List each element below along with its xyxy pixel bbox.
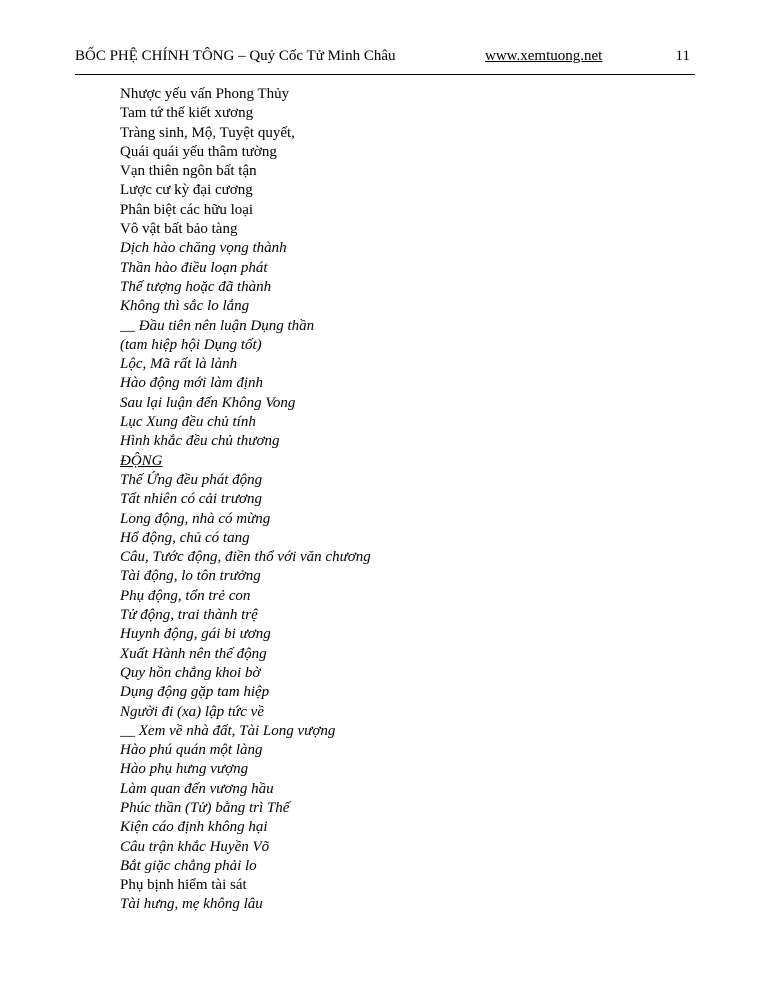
verse-line: Lược cư kỳ đại cương (120, 182, 253, 199)
verse-line: Hào động mới làm định (120, 375, 264, 392)
verse-line: Huynh động, gái bi ương (120, 626, 271, 643)
verse-line: __ Đầu tiên nên luận Dụng thần (120, 317, 315, 334)
document-title: BỐC PHỆ CHÍNH TÔNG – Quỷ Cốc Tử Minh Châu (75, 48, 396, 64)
verse-line: Thế Ứng đều phát động (120, 471, 263, 488)
verse-line: Thế tượng hoặc đã thành (120, 278, 272, 295)
verse-line: Xuất Hành nên thế động (120, 645, 267, 662)
verse-line: Tài hưng, mẹ không lâu (120, 896, 263, 913)
verse-line: Câu, Tước động, điền thổ với văn chương (120, 549, 371, 566)
verse-line: Phụ bịnh hiểm tài sát (120, 877, 247, 894)
verse-line: Bắt giặc chẳng phải lo (120, 857, 257, 874)
verse-line: Phúc thần (Tử) bằng trì Thế (120, 799, 290, 816)
verse-line: Tử động, trai thành trệ (120, 607, 258, 624)
verse-line: Không thì sắc lo lắng (120, 298, 250, 315)
verse-line: __ Xem về nhà đất, Tài Long vượng (120, 722, 336, 739)
verse-line: Phân biệt các hữu loại (120, 201, 254, 218)
header-divider (75, 74, 695, 75)
verse-line: Tài động, lo tôn trưởng (120, 568, 261, 585)
verse-line: Long động, nhà có mừng (120, 510, 271, 527)
verse-line: Dịch hào chăng vọng thành (120, 240, 287, 257)
website-link[interactable]: www.xemtuong.net (485, 48, 603, 64)
verse-line: (tam hiệp hội Dụng tốt) (120, 336, 262, 353)
verse-line: Vạn thiên ngôn bất tận (120, 163, 257, 180)
verse-line: Kiện cáo định không hại (120, 819, 268, 836)
verse-line: Tam tứ thế kiết xương (120, 105, 254, 122)
verse-line: Thần hào điều loạn phát (120, 259, 268, 276)
verse-line: Hào phú quán một làng (120, 742, 263, 759)
verse-line: Câu trận khắc Huyền Võ (120, 838, 270, 855)
verse-line: Hổ động, chủ có tang (120, 529, 250, 546)
page-header (75, 46, 695, 68)
verse-line: Tràng sinh, Mộ, Tuyệt quyết, (120, 124, 295, 141)
verse-line: Người đi (xa) lập tức về (120, 703, 264, 720)
verse-line: Hình khắc đều chủ thương (120, 433, 280, 450)
verse-line: Lục Xung đều chủ tính (120, 414, 256, 431)
verse-line: Phụ động, tổn trẻ con (120, 587, 251, 604)
verse-line: Quái quái yếu thâm tường (120, 143, 277, 160)
verse-line: Tất nhiên có cải trương (120, 491, 263, 508)
verse-line: Làm quan đến vương hầu (120, 780, 274, 797)
verse-line: Hào phụ hưng vượng (120, 761, 249, 778)
verse-line: Dụng động gặp tam hiệp (120, 684, 270, 701)
verse-line: Lộc, Mã rất là lành (120, 356, 238, 373)
verse-line: Nhược yếu vấn Phong Thủy (120, 86, 290, 102)
section-heading: ĐỘNG (120, 452, 163, 469)
verse-line: Quy hồn chẳng khoi bờ (120, 664, 261, 681)
verse-text-body (120, 85, 371, 915)
verse-line: Vô vật bất bảo tàng (120, 221, 238, 238)
verse-line: Sau lại luận đến Không Vong (120, 394, 296, 411)
page-number: 11 (675, 48, 690, 64)
